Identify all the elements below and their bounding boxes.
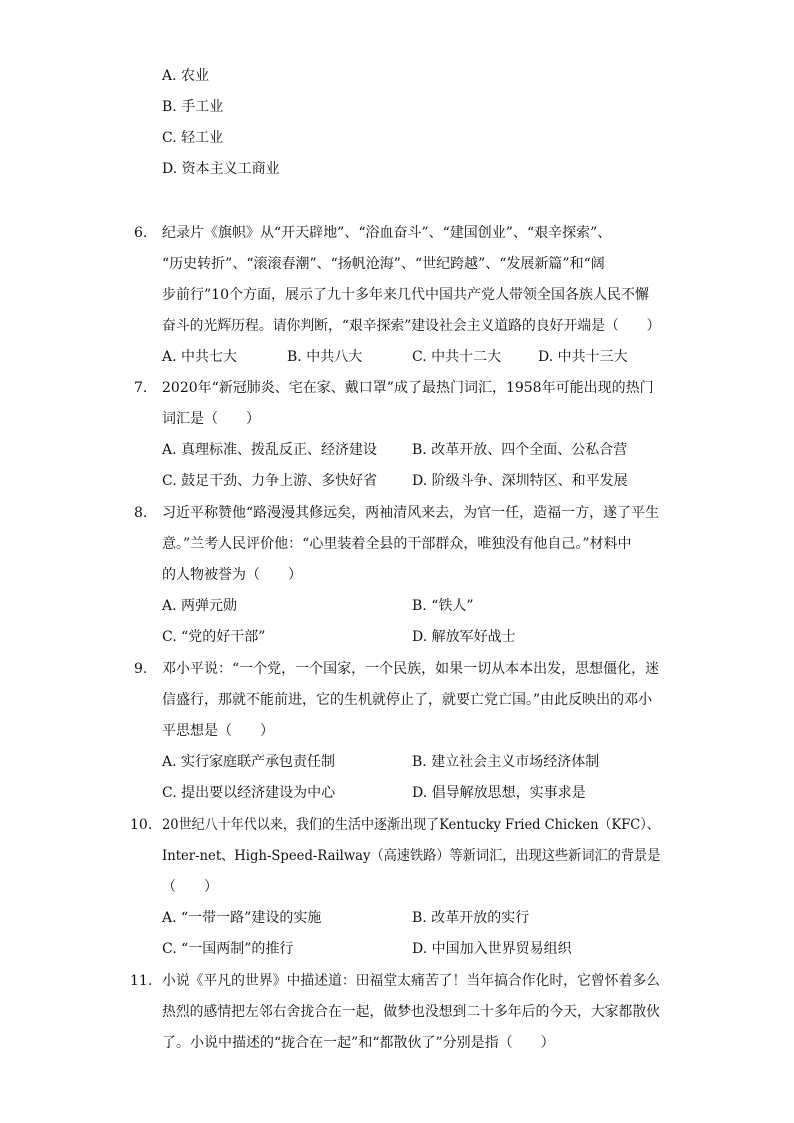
q9-text-line: 邓小平说：“一个党，一个国家，一个民族，如果一切从本本出发，思想僵化，迷 [162,661,660,677]
question-number: 10. [130,817,153,833]
q9-option-d: D. 倡导解放思想，实事求是 [412,785,586,801]
q7-option-c: C. 鼓足干劲、力争上游、多快好省 [162,473,378,489]
q5-option-b: B. 手工业 [162,99,224,115]
q9-text-line: 平思想是（ ） [162,723,274,739]
q9-text-line: 信盛行，那就不能前进，它的生机就停止了，就要亡党亡国。”由此反映出的邓小 [162,692,653,708]
q6-text-line: 纪录片《旗帜》从“开天辟地”、“浴血奋斗”、“建国创业”、“艰辛探索”、 [162,225,612,241]
q7-text-line: 词汇是（ ） [162,411,260,427]
q6-option-d: D. 中共十三大 [538,349,628,365]
q6-text-line: “历史转折”、“滚滚春潮”、“扬帆沧海”、“世纪跨越”、“发展新篇”和“阔 [162,256,605,272]
q10-option-d: D. 中国加入世界贸易组织 [412,941,572,957]
q10-option-c: C. “一国两制”的推行 [162,941,294,957]
q11-text-line: 了。小说中描述的“拢合在一起”和“都散伙了”分别是指（ ） [162,1035,555,1051]
q7-option-b: B. 改革开放、四个全面、公私合营 [412,442,628,458]
q8-option-b: B. “铁人” [412,598,474,614]
q11-text-line: 小说《平凡的世界》中描述道：田福堂太痛苦了！当年搞合作化时，它曾怀着多么 [162,973,661,989]
q7-option-a: A. 真理标准、拨乱反正、经济建设 [162,442,378,458]
question-number: 9. [134,661,148,677]
q9-option-a: A. 实行家庭联产承包责任制 [162,754,336,770]
q7-text-line: 2020年“新冠肺炎、宅在家、戴口罩”成了最热门词汇，1958年可能出现的热门 [162,380,654,396]
q6-text-line: 步前行”10个方面，展示了九十多年来几代中国共产党人带领全国各族人民不懈 [162,287,649,303]
q9-option-c: C. 提出要以经济建设为中心 [162,785,336,801]
question-number: 7. [134,380,148,396]
q6-option-c: C. 中共十二大 [412,349,502,365]
question-number: 8. [134,505,148,521]
q10-text-line: Inter-net、High-Speed-Railway（高速铁路）等新词汇，出现这些新词汇的背景是 [162,848,661,864]
q10-text-line: 20世纪八十年代以来，我们的生活中逐渐出现了Kentucky Fried Chicken（KFC）、 [162,817,660,833]
q11-text-line: 热烈的感情把左邻右舍拢合在一起，做梦也没想到二十多年后的今天，大家都散伙 [162,1004,661,1020]
q8-option-c: C. “党的好干部” [162,629,266,645]
q8-text-line: 意。”兰考人民评价他：“心里装着全县的干部群众，唯独没有他自己。”材料中 [162,536,632,552]
q8-option-a: A. 两弹元勋 [162,598,238,614]
q10-text-line: （ ） [162,879,218,895]
q10-option-b: B. 改革开放的实行 [412,910,530,926]
q10-option-a: A. “一带一路”建设的实施 [162,910,322,926]
q5-option-a: A. 农业 [162,68,210,84]
q6-text-line: 奋斗的光辉历程。请你判断，“艰辛探索”建设社会主义道路的良好开端是（ ） [162,318,661,334]
question-number: 6. [134,225,148,241]
q6-option-a: A. 中共七大 [162,349,238,365]
q6-option-b: B. 中共八大 [287,349,363,365]
q5-option-d: D. 资本主义工商业 [162,161,280,177]
q7-option-d: D. 阶级斗争、深圳特区、和平发展 [412,473,628,489]
q9-option-b: B. 建立社会主义市场经济体制 [412,754,600,770]
q5-option-c: C. 轻工业 [162,130,224,146]
q8-text-line: 的人物被誉为（ ） [162,567,302,583]
question-number: 11. [130,973,153,989]
q8-option-d: D. 解放军好战士 [412,629,516,645]
q8-text-line: 习近平称赞他“路漫漫其修远矣，两袖清风来去，为官一任，造福一方，遂了平生 [162,505,660,521]
